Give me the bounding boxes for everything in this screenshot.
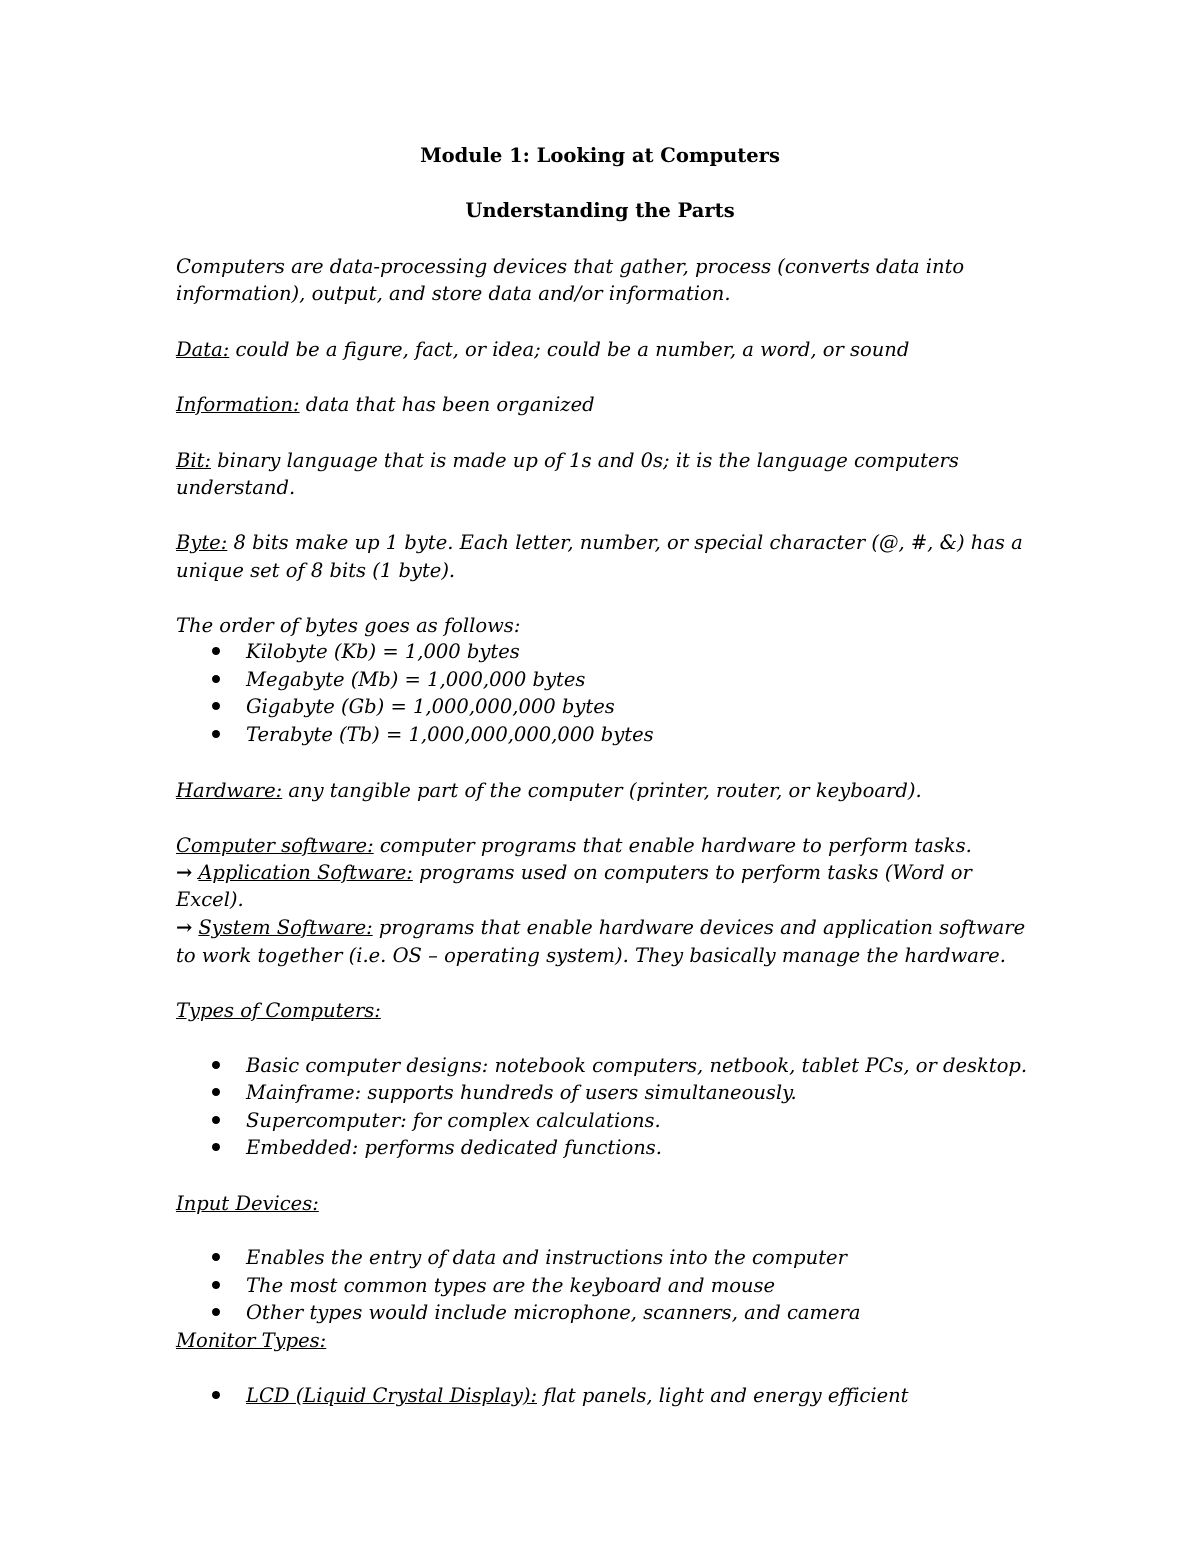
- information-text: data that has been organized: [299, 393, 595, 416]
- software-definition: [176, 832, 972, 860]
- bullet-icon: [212, 1281, 224, 1293]
- bullet-icon: [212, 1391, 224, 1403]
- list-item: Supercomputer: for complex calculations.: [246, 1109, 661, 1132]
- system-software-text: programs that enable hardware devices and application software: [372, 916, 1026, 939]
- system-software-definition: [176, 914, 1025, 942]
- bit-text: binary language that is made up of 1s and 0s; it is the language computers: [210, 449, 959, 472]
- byte-term: Byte:: [176, 531, 228, 554]
- list-item: The most common types are the keyboard and mouse: [246, 1274, 776, 1297]
- application-software-term: Application Software:: [198, 861, 413, 884]
- bit-definition-cont: understand.: [176, 476, 296, 499]
- list-item: Terabyte (Tb) = 1,000,000,000,000 bytes: [246, 723, 654, 746]
- software-text: computer programs that enable hardware to perform tasks.: [373, 834, 972, 857]
- bullet-icon: [212, 730, 224, 742]
- list-item: Megabyte (Mb) = 1,000,000 bytes: [246, 668, 586, 691]
- bytes-order-intro: The order of bytes goes as follows:: [176, 614, 521, 637]
- list-item: Embedded: performs dedicated functions.: [246, 1136, 663, 1159]
- bullet-icon: [212, 675, 224, 687]
- byte-definition: [176, 529, 1023, 557]
- bullet-icon: [212, 1088, 224, 1100]
- page-title: Module 1: Looking at Computers: [420, 144, 780, 167]
- bullet-icon: [212, 1308, 224, 1320]
- arrow-right-icon: →: [176, 916, 193, 939]
- bullet-icon: [212, 1143, 224, 1155]
- list-item: Basic computer designs: notebook computers, netbook, tablet PCs, or desktop.: [246, 1054, 1028, 1077]
- list-item: Other types would include microphone, scanners, and camera: [246, 1301, 861, 1324]
- monitor-heading: Monitor Types:: [176, 1329, 327, 1352]
- byte-definition-cont: unique set of 8 bits (1 byte).: [176, 559, 456, 582]
- hardware-text: any tangible part of the computer (printer, router, or keyboard).: [282, 779, 922, 802]
- bit-definition: [176, 447, 959, 475]
- byte-text: 8 bits make up 1 byte. Each letter, number, or special character (@, #, &) has a: [227, 531, 1023, 554]
- hardware-definition: [176, 777, 922, 805]
- list-item: Gigabyte (Gb) = 1,000,000,000 bytes: [246, 695, 615, 718]
- information-definition: [176, 391, 595, 419]
- bullet-icon: [212, 647, 224, 659]
- bullet-icon: [212, 1253, 224, 1265]
- list-item: [246, 1382, 909, 1410]
- information-term: Information:: [176, 393, 300, 416]
- intro-line-1: Computers are data-processing devices that gather, process (converts data into: [176, 255, 965, 278]
- lcd-text: flat panels, light and energy efficient: [537, 1384, 909, 1407]
- data-text: could be a figure, fact, or idea; could be a number, a word, or sound: [229, 338, 910, 361]
- bit-term: Bit:: [176, 449, 211, 472]
- bullet-icon: [212, 702, 224, 714]
- arrow-right-icon: →: [176, 861, 193, 884]
- list-item: Kilobyte (Kb) = 1,000 bytes: [246, 640, 520, 663]
- list-item: Mainframe: supports hundreds of users simultaneously.: [246, 1081, 797, 1104]
- software-term: Computer software:: [176, 834, 374, 857]
- application-software-cont: Excel).: [176, 888, 244, 911]
- system-software-cont: to work together (i.e. OS – operating system). They basically manage the hardware.: [176, 944, 1006, 967]
- page-subtitle: Understanding the Parts: [465, 199, 735, 222]
- data-definition: [176, 336, 909, 364]
- list-item: Enables the entry of data and instructions into the computer: [246, 1246, 847, 1269]
- input-heading: Input Devices:: [176, 1192, 319, 1215]
- system-software-term: System Software:: [198, 916, 373, 939]
- bullet-icon: [212, 1116, 224, 1128]
- application-software-text: programs used on computers to perform tasks (Word or: [412, 861, 972, 884]
- data-term: Data:: [176, 338, 230, 361]
- intro-line-2: information), output, and store data and/or information.: [176, 282, 731, 305]
- bullet-icon: [212, 1061, 224, 1073]
- application-software-definition: [176, 859, 972, 887]
- hardware-term: Hardware:: [176, 779, 283, 802]
- types-heading: Types of Computers:: [176, 999, 381, 1022]
- lcd-term: LCD (Liquid Crystal Display):: [246, 1384, 538, 1407]
